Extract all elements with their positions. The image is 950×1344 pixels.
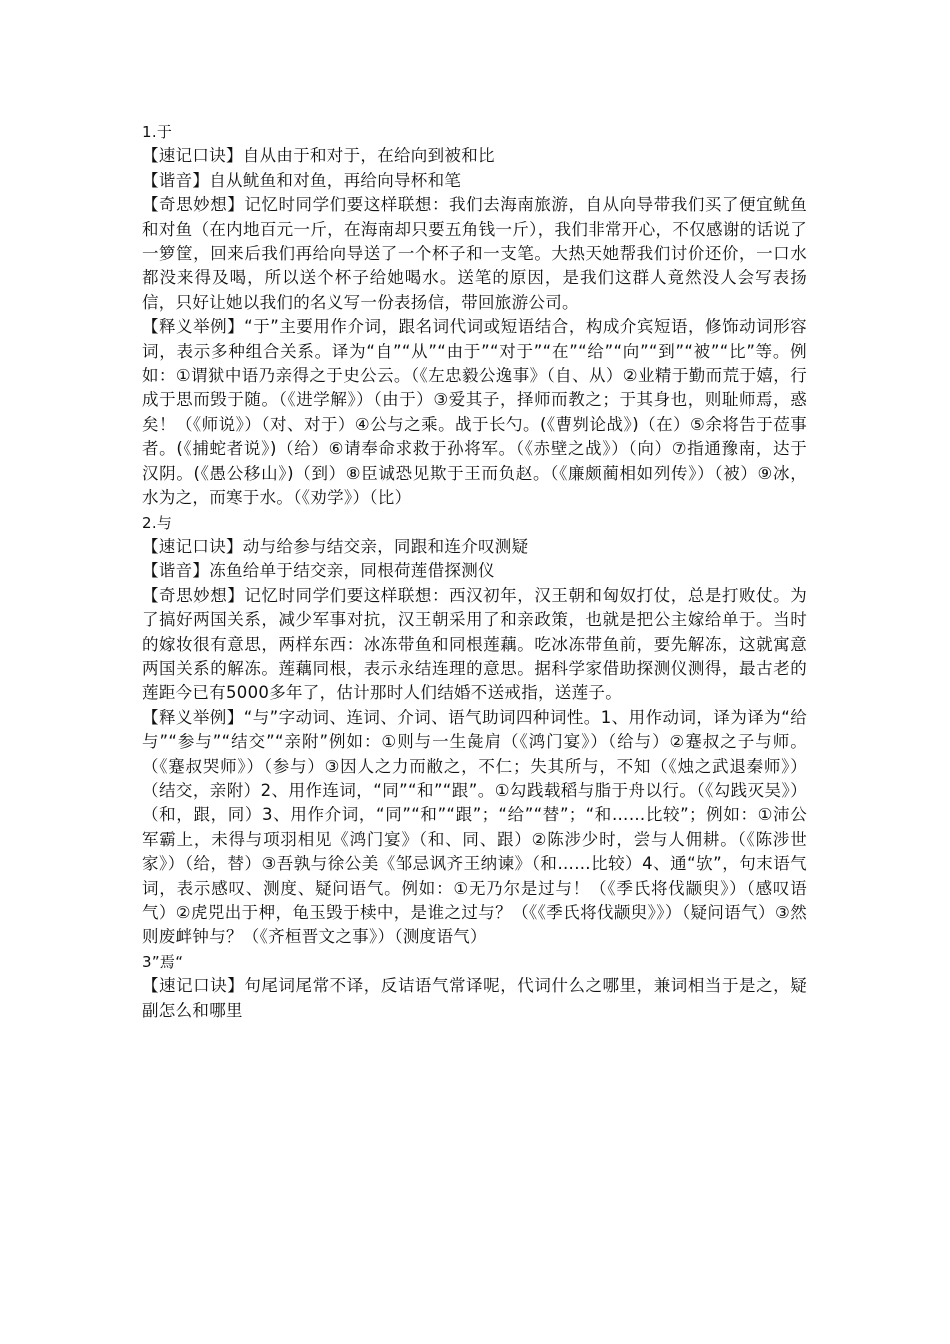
definition-examples-2: 【释义举例】“与”字动词、连词、介词、语气助词四种词性。1、用作动词，译为译为“给与”“参与”“结交”“亲附”例如：①则与一生彘肩（《鸿门宴》）（给与）②蹇叔之子与师。（《蹇叔哭师》）（参与）③因人之力而敝之，不仁；失其所与，不知（《烛之武退秦师》）（结交，亲附）2、用作连词，“同”“和”“跟”。①勾践载稻与脂于舟以行。（《勾践灭吴》）（和，跟，同）3、用作介词，“同”“和”“跟”；“给”“替”；“和……比较”；例如：①沛公军霸上，未得与项羽相见《鸿门宴》（和、同、跟）②陈涉少时，尝与人佣耕。（《陈涉世家》）（给，替）③吾孰与徐公美《邹忌讽齐王纳谏》（和……比较）4、通“欤”，句末语气词，表示感叹、测度、疑问语气。例如：①无乃尔是过与！（《季氏将伐颛臾》）（感叹语气）②虎兕出于柙，龟玉毁于椟中，是谁之过与？（《《季氏将伐颛臾》》）（疑问语气）③然则废衅钟与？（《齐桓晋文之事》）（测度语气）	[142, 707, 807, 947]
homophone-1: 【谐音】自从鱿鱼和对鱼，再给向导杯和笔	[142, 170, 462, 190]
mnemonic-formula-2: 【速记口诀】动与给参与结交亲，同跟和连介叹测疑	[142, 536, 529, 556]
definition-examples-1: 【释义举例】“于”主要用作介词，跟名词代词或短语结合，构成介宾短语，修饰动词形容词，表示多种组合关系。译为“自”“从”“由于”“对于”“在”“给”“向”“到”“被”“比”等。例如：①谓狱中语乃亲得之于史公云。（《左忠毅公逸事》（自、从）②业精于勤而荒于嬉，行成于思而毁于随。（《进学解》）（由于）③爱其子，择师而教之；于其身也，则耻师焉，惑矣！（《师说》）（对、对于）④公与之乘。战于长勺。(《曹刿论战》)（在）⑤余将告于莅事者。(《捕蛇者说》)（给）⑥请奉命求救于孙将军。（《赤壁之战》）（向）⑦指通豫南，达于汉阴。(《愚公移山》)（到）⑧臣诚恐见欺于王而负赵。（《廉颇蔺相如列传》）（被）⑨冰，水为之，而寒于水。（《劝学》）（比）	[142, 317, 807, 508]
homophone-2: 【谐音】冻鱼给单于结交亲，同根荷莲借探测仪	[142, 561, 495, 581]
section-heading-1: 1.于	[142, 123, 173, 141]
document-page	[142, 120, 807, 1023]
section-heading-2: 2.与	[142, 513, 173, 532]
section-heading-3: 3”焉“	[142, 952, 184, 971]
association-paragraph-1: 【奇思妙想】记忆时同学们要这样联想：我们去海南旅游，自从向导带我们买了便宜鱿鱼和对鱼（在内地百元一斤，在海南却只要五角钱一斤），我们非常开心，不仅感谢的话说了一箩筐，回来后我们再给向导送了一个杯子和一支笔。大热天她帮我们讨价还价，一口水都没来得及喝，所以送个杯子给她喝水。送笔的原因，是我们这群人竟然没人会写表扬信，只好让她以我们的名义写一份表扬信，带回旅游公司。	[142, 195, 807, 312]
mnemonic-formula-1: 【速记口诀】自从由于和对于，在给向到被和比	[142, 146, 495, 166]
mnemonic-formula-3: 【速记口诀】句尾词尾常不译，反诘语气常译呢，代词什么之哪里，兼词相当于是之，疑副怎么和哪里	[142, 976, 807, 1020]
association-paragraph-2: 【奇思妙想】记忆时同学们要这样联想：西汉初年，汉王朝和匈奴打仗，总是打败仗。为了搞好两国关系，减少军事对抗，汉王朝采用了和亲政策，也就是把公主嫁给单于。当时的嫁妆很有意思，两样东西：冰冻带鱼和同根莲藕。吃冰冻带鱼前，要先解冻，这就寓意两国关系的解冻。莲藕同根，表示永结连理的意思。据科学家借助探测仪测得，最古老的莲距今已有5000多年了，估计那时人们结婚不送戒指，送莲子。	[142, 585, 807, 703]
